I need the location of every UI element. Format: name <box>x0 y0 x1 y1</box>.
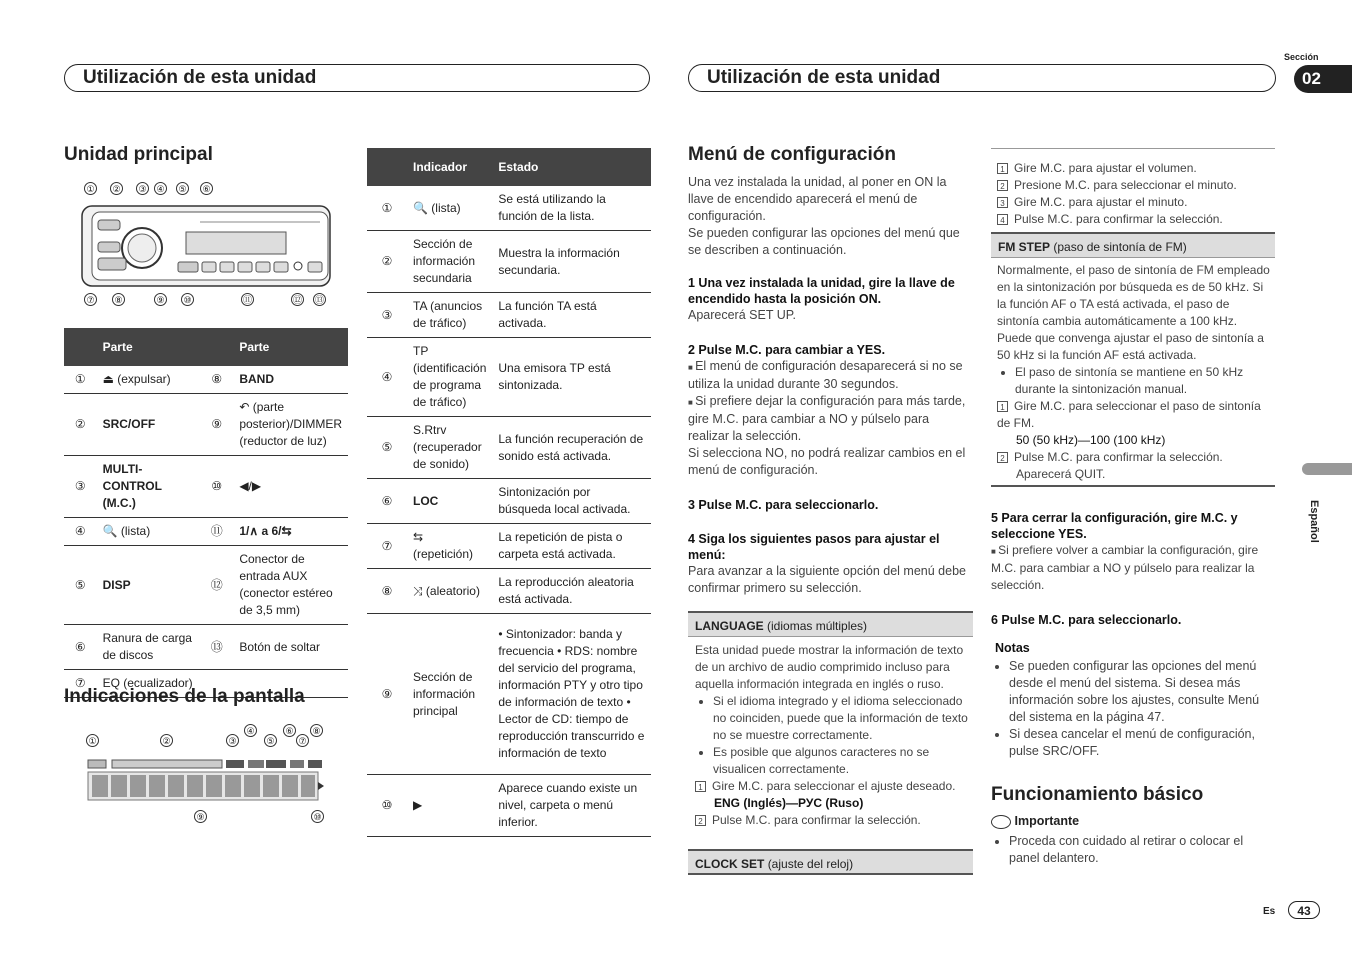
display-callouts-top <box>86 726 326 750</box>
row-indicator: Sección de información secundaria <box>407 231 492 293</box>
step-6: 6 Pulse M.C. para seleccionarlo. <box>991 613 1182 627</box>
language-box-title: LANGUAGE <box>695 619 764 633</box>
clock-step-3: 3 Gire M.C. para ajustar el minuto. <box>997 194 1275 211</box>
pantalla-title: Indicaciones de la pantalla <box>64 686 305 707</box>
col-header: Indicador <box>407 148 492 186</box>
row-number: ⑤ <box>64 546 97 625</box>
row-status: Se está utilizando la función de la lista. <box>492 186 651 231</box>
row-number: ⑬ <box>200 625 233 670</box>
display-diagram <box>86 756 326 806</box>
side-tab <box>1302 463 1352 475</box>
importante-label: Importante <box>1014 814 1080 828</box>
step-2-note-1: ■ El menú de configuración desaparecerá si no se utiliza la unidad durante 30 segundos. <box>688 358 970 393</box>
row-number: ① <box>64 366 97 394</box>
row-number: ⑪ <box>200 518 233 546</box>
row-number: ② <box>367 231 407 293</box>
clock-step-1: 1 Gire M.C. para ajustar el volumen. <box>997 160 1275 177</box>
row-indicator: ⇆ (repetición) <box>407 524 492 569</box>
footer-lang: Es <box>1263 906 1276 917</box>
fm-box-body <box>997 262 1271 483</box>
row-number: ⑦ <box>367 524 407 569</box>
row-part: SRC/OFF <box>97 394 201 456</box>
fm-step-1b: 50 (50 kHz)—100 (100 kHz) <box>1016 433 1166 447</box>
callout: ③ <box>136 182 149 195</box>
table-row <box>64 625 348 670</box>
row-part: Ranura de carga de discos <box>97 625 201 670</box>
row-number: ⑩ <box>367 775 407 837</box>
callout: ⑪ <box>242 295 252 305</box>
row-status: La repetición de pista o carpeta está activada. <box>492 524 651 569</box>
table-row <box>64 394 348 456</box>
row-status: La función recuperación de sonido está activada. <box>492 417 651 479</box>
row-number: ⑫ <box>200 546 233 625</box>
fm-box-title: FM STEP <box>998 240 1051 254</box>
table-row <box>64 546 348 625</box>
language-bullet-2: • Es posible que algunos caracteres no se visualicen correctamente. <box>713 744 970 778</box>
fm-box-header <box>991 232 1275 258</box>
row-number: ⑨ <box>367 614 407 775</box>
table-row <box>367 569 651 614</box>
indicator-table-header <box>367 148 651 186</box>
clock-box-sub: (ajuste del reloj) <box>767 857 854 871</box>
col-header: Parte <box>97 328 201 366</box>
callout: ④ <box>244 724 257 737</box>
row-part: ⏏ (expulsar) <box>97 366 201 394</box>
importante-body <box>991 833 1275 867</box>
row-status: La función TA está activada. <box>492 293 651 338</box>
fm-step-1: 1 Gire M.C. para seleccionar el paso de sintonía de FM. <box>997 399 1261 430</box>
row-number: ④ <box>367 338 407 417</box>
row-indicator: Sección de información principal <box>407 614 492 775</box>
indicator-table <box>367 148 651 837</box>
notas-title: Notas <box>995 641 1030 655</box>
left-header-pill <box>64 64 650 92</box>
callout: ② <box>110 182 123 195</box>
row-number: ③ <box>367 293 407 338</box>
table-row <box>367 231 651 293</box>
row-number: ⑥ <box>367 479 407 524</box>
row-part: Botón de soltar <box>233 625 348 670</box>
importante-bullet-1: • Proceda con cuidado al retirar o colocar el panel delantero. <box>1009 833 1275 867</box>
row-part: ↶ (parte posterior)/DIMMER (reductor de luz) <box>233 394 348 456</box>
table-row <box>64 366 348 394</box>
head-unit-callouts-bottom <box>84 293 334 309</box>
row-status: Aparece cuando existe un nivel, carpeta o menú inferior. <box>492 775 651 837</box>
language-step-1-text: Gire M.C. para seleccionar el ajuste deseado. <box>712 779 956 793</box>
unidad-principal-title: Unidad principal <box>64 144 213 165</box>
row-status: Sintonización por búsqueda local activada. <box>492 479 651 524</box>
callout: ⑦ <box>84 293 97 306</box>
row-number: ⑧ <box>367 569 407 614</box>
clock-box-title: CLOCK SET <box>695 857 765 871</box>
row-part: ◀/▶ <box>233 456 348 518</box>
head-unit-diagram <box>80 200 335 290</box>
callout: ⑨ <box>154 293 167 306</box>
row-indicator: TP (identificación de programa de tráfico) <box>407 338 492 417</box>
row-part: 1/∧ a 6/⇆ <box>233 518 348 546</box>
callout: ⑫ <box>292 295 302 305</box>
col-header: Estado <box>492 148 651 186</box>
table-row <box>367 614 651 775</box>
menu-title: Menú de configuración <box>688 144 896 165</box>
row-indicator: S.Rtrv (recuperador de sonido) <box>407 417 492 479</box>
table-row <box>367 479 651 524</box>
clock-step-4-text: Pulse M.C. para confirmar la selección. <box>1014 212 1223 226</box>
callout: ① <box>84 182 97 195</box>
table-row <box>367 417 651 479</box>
row-number: ③ <box>64 456 97 518</box>
step-5: 5 Para cerrar la configuración, gire M.C. y seleccione YES. <box>991 511 1238 541</box>
row-number: ① <box>367 186 407 231</box>
row-status: • Sintonizador: banda y frecuencia • RDS: nombre del servicio del programa, información PTY y otro tipo de información de texto • Lector de CD: tiempo de reproducción transcurrido e información de texto <box>492 614 651 775</box>
step-2-note-2: ■ Si prefiere dejar la configuración para más tarde, gire M.C. para cambiar a NO y púlselo para realizar la selección. <box>688 393 970 445</box>
fm-step-2b: Aparecerá QUIT. <box>1016 467 1106 481</box>
clock-steps <box>997 160 1275 228</box>
row-part: BAND <box>233 366 348 394</box>
row-part: DISP <box>97 546 201 625</box>
funcionamiento-title: Funcionamiento básico <box>991 784 1204 805</box>
row-part: Conector de entrada AUX (conector estéreo de 3,5 mm) <box>233 546 348 625</box>
language-step-1: 1 Gire M.C. para seleccionar el ajuste deseado. <box>695 778 970 795</box>
nota-1: • Se pueden configurar las opciones del menú desde el menú del sistema. Si desea más información sobre los ajustes, consulte Menú del sistema en la página 47. <box>1009 658 1275 726</box>
section-number: 02 <box>1302 69 1321 88</box>
callout: ⑤ <box>176 182 189 195</box>
clock-step-3-text: Gire M.C. para ajustar el minuto. <box>1014 195 1188 209</box>
callout: ⑧ <box>112 293 125 306</box>
callout: ⑥ <box>283 724 296 737</box>
callout: ⑬ <box>314 295 324 305</box>
row-status: Una emisora TP está sintonizada. <box>492 338 651 417</box>
row-status: La reproducción aleatoria está activada. <box>492 569 651 614</box>
step-4-text: Para avanzar a la siguiente opción del menú debe confirmar primero su selección. <box>688 564 966 595</box>
row-indicator: ⤨ (aleatorio) <box>407 569 492 614</box>
row-number: ② <box>64 394 97 456</box>
row-part: EQ (ecualizador) <box>97 670 348 698</box>
callout: ① <box>86 734 99 747</box>
clock-box-header <box>688 849 973 875</box>
step-1-text: Aparecerá SET UP. <box>688 308 796 322</box>
row-number: ④ <box>64 518 97 546</box>
row-number: ⑤ <box>367 417 407 479</box>
callout: ⑧ <box>310 724 323 737</box>
row-number: ⑨ <box>200 394 233 456</box>
language-text: Esta unidad puede mostrar la información de texto de un archivo de audio comprimido incluso para aquella información integrada en inglés o ruso. <box>695 643 964 691</box>
parts-table-header <box>64 328 348 366</box>
clock-step-2-text: Presione M.C. para seleccionar el minuto. <box>1014 178 1237 192</box>
section-number-badge <box>1294 65 1352 93</box>
warning-icon <box>991 815 1011 829</box>
fm-text: Normalmente, el paso de sintonía de FM empleado en la sintonización por búsqueda es de 50 kHz. Si la función AF o TA está activada, el paso de sintonía cambia automáticamente a 100 kHz. Puede que convenga ajustar el paso de sintonía a 50 kHz si la función AF está activada. <box>997 263 1270 362</box>
fm-step-1-text: Gire M.C. para seleccionar el paso de sintonía de FM. <box>997 399 1261 430</box>
row-status: Muestra la información secundaria. <box>492 231 651 293</box>
importante-row <box>991 814 1079 829</box>
row-number: ⑩ <box>200 456 233 518</box>
row-number: ⑧ <box>200 366 233 394</box>
row-number: ⑦ <box>64 670 97 698</box>
col4-steps <box>991 510 1275 760</box>
row-indicator: LOC <box>407 479 492 524</box>
nota-2: • Si desea cancelar el menú de configuración, pulse SRC/OFF. <box>1009 726 1275 760</box>
row-indicator: 🔍 (lista) <box>407 186 492 231</box>
language-box-header <box>688 611 973 637</box>
language-bullet-1: • Si el idioma integrado y el idioma seleccionado no coinciden, puede que la información de texto no se muestre correctamente. <box>713 693 970 744</box>
clock-step-1-text: Gire M.C. para ajustar el volumen. <box>1014 161 1197 175</box>
row-indicator: TA (anuncios de tráfico) <box>407 293 492 338</box>
step-3: 3 Pulse M.C. para seleccionarlo. <box>688 498 879 512</box>
table-row <box>367 338 651 417</box>
side-tab-label: Español <box>1308 500 1320 543</box>
language-step-1b: ENG (Inglés)—РУС (Ruso) <box>714 796 864 810</box>
language-step-2: 2 Pulse M.C. para confirmar la selección. <box>695 812 970 829</box>
table-row <box>367 293 651 338</box>
row-number: ⑥ <box>64 625 97 670</box>
page-number: 43 <box>1297 904 1311 918</box>
table-row <box>367 524 651 569</box>
section-label: Sección <box>1284 52 1319 62</box>
head-unit-callouts-top <box>84 182 224 198</box>
right-header-title: Utilización de esta unidad <box>707 67 941 88</box>
col-header: Parte <box>233 328 348 366</box>
row-indicator: ▶ <box>407 775 492 837</box>
callout: ⑥ <box>200 182 213 195</box>
step-1: 1 Una vez instalada la unidad, gire la llave de encendido hasta la posición ON. <box>688 276 955 306</box>
step-4: 4 Siga los siguientes pasos para ajustar el menú: <box>688 532 940 562</box>
menu-intro-1: Una vez instalada la unidad, al poner en ON la llave de encendido aparecerá el menú de configuración. <box>688 175 947 223</box>
callout: ② <box>160 734 173 747</box>
page-number-badge <box>1288 901 1320 919</box>
callout: ⑤ <box>264 734 277 747</box>
left-header-title: Utilización de esta unidad <box>83 67 317 88</box>
row-part: 🔍 (lista) <box>97 518 201 546</box>
row-part: MULTI-CONTROL (M.C.) <box>97 456 201 518</box>
step-5-note: ■ Si prefiere volver a cambiar la configuración, gire M.C. para cambiar a NO y púlselo para realizar la selección. <box>991 542 1275 594</box>
fm-step-2: 2 Pulse M.C. para confirmar la selección. <box>997 449 1271 466</box>
table-row <box>64 518 348 546</box>
clock-step-2: 2 Presione M.C. para seleccionar el minuto. <box>997 177 1275 194</box>
menu-body <box>688 174 970 597</box>
step-2: 2 Pulse M.C. para cambiar a YES. <box>688 343 886 357</box>
callout: ⑦ <box>296 734 309 747</box>
table-row <box>367 186 651 231</box>
step-2-note-3: Si selecciona NO, no podrá realizar cambios en el menú de configuración. <box>688 446 966 477</box>
menu-intro-2: Se pueden configurar las opciones del menú que se describen a continuación. <box>688 226 960 257</box>
display-callouts-bottom <box>86 810 326 826</box>
clock-step-4: 4 Pulse M.C. para confirmar la selección. <box>997 211 1275 228</box>
table-row <box>367 775 651 837</box>
callout: ⑩ <box>311 810 324 823</box>
fm-box-bottom-rule <box>991 485 1275 487</box>
table-row <box>64 456 348 518</box>
language-box-sub: (idiomas múltiples) <box>767 619 868 633</box>
col4-top-rule <box>991 148 1275 149</box>
parts-table <box>64 328 348 698</box>
callout: ⑩ <box>181 293 194 306</box>
callout: ④ <box>154 182 167 195</box>
language-box-body <box>695 642 970 829</box>
callout: ③ <box>226 734 239 747</box>
fm-step-2-text: Pulse M.C. para confirmar la selección. <box>1014 450 1223 464</box>
right-header-pill <box>688 64 1276 92</box>
fm-box-sub: (paso de sintonía de FM) <box>1053 240 1187 254</box>
language-step-2-text: Pulse M.C. para confirmar la selección. <box>712 813 921 827</box>
fm-bullet-1: • El paso de sintonía se mantiene en 50 kHz durante la sintonización manual. <box>1015 364 1271 398</box>
callout: ⑨ <box>194 810 207 823</box>
